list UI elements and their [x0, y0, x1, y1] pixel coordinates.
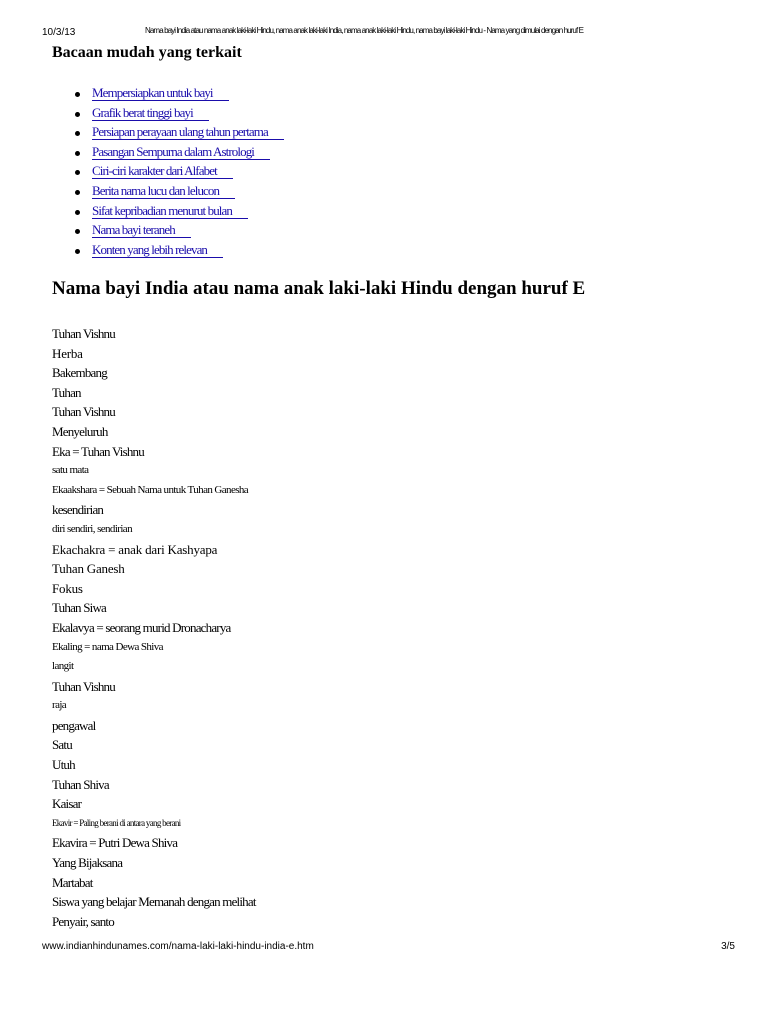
- bullet-icon: [75, 131, 80, 136]
- related-link[interactable]: Mempersiapkan untuk bayi: [92, 85, 229, 101]
- name-meaning: Bakembang: [52, 365, 107, 381]
- section-title: Nama bayi India atau nama anak laki-laki Hindu dengan huruf E: [52, 278, 586, 299]
- bullet-icon: [75, 151, 80, 156]
- name-meaning: kesendirian: [52, 502, 104, 518]
- related-link[interactable]: Pasangan Sempurna dalam Astrologi: [92, 144, 270, 160]
- name-meaning: Siswa yang belajar Memanah dengan melihat: [52, 894, 256, 910]
- name-meaning: raja: [52, 699, 67, 712]
- name-meaning: Tuhan Siwa: [52, 600, 107, 616]
- list-item: [92, 162, 284, 182]
- name-meaning: Yang Bijaksana: [52, 855, 123, 871]
- name-meaning: Tuhan Vishnu: [52, 326, 115, 341]
- list-item: [92, 123, 284, 143]
- name-meaning: pengawal: [52, 717, 96, 733]
- name-meaning: Tuhan Vishnu: [52, 678, 115, 694]
- name-meaning: Herba: [52, 345, 83, 361]
- name-meaning: Fokus: [52, 580, 83, 596]
- name-meaning: Ekavir = Paling berani di antara yang berani: [52, 817, 181, 828]
- name-meaning: Tuhan Shiva: [52, 776, 109, 792]
- related-link[interactable]: Nama bayi teraneh: [92, 222, 191, 238]
- related-links-list: [52, 84, 284, 260]
- name-meaning: Tuhan Ganesh: [52, 561, 125, 577]
- name-meaning: Eka = Tuhan Vishnu: [52, 443, 144, 459]
- list-item: [92, 84, 284, 104]
- name-meaning: Penyair, santo: [52, 913, 114, 929]
- name-meaning: Ekavira = Putri Dewa Shiva: [52, 835, 178, 851]
- bullet-icon: [75, 249, 80, 254]
- names-list: [52, 324, 256, 931]
- bullet-icon: [75, 92, 80, 97]
- list-item: [92, 221, 284, 241]
- related-link[interactable]: Ciri-ciri karakter dari Alfabet: [92, 163, 233, 179]
- name-meaning: Ekachakra = anak dari Kashyapa: [52, 541, 218, 557]
- bullet-icon: [75, 229, 80, 234]
- list-item: [92, 202, 284, 222]
- name-meaning: satu mata: [52, 464, 89, 477]
- related-link[interactable]: Grafik berat tinggi bayi: [92, 105, 209, 121]
- name-meaning: Tuhan: [52, 384, 81, 400]
- name-meaning: Kaisar: [52, 796, 82, 812]
- print-footer-url: www.indianhindunames.com/nama-laki-laki-hindu-india-e.htm: [42, 941, 314, 952]
- name-meaning: Ekalavya = seorang murid Dronacharya: [52, 619, 231, 635]
- name-meaning: Utuh: [52, 757, 75, 773]
- name-meaning: diri sendiri, sendirian: [52, 522, 132, 535]
- related-link[interactable]: Konten yang lebih relevan: [92, 242, 223, 258]
- name-meaning: langit: [52, 660, 74, 673]
- bullet-icon: [75, 190, 80, 195]
- print-header-title: Nama bayi India atau nama anak laki-laki Hindu, nama anak laki-laki India, nama anak laki-laki Hindu, nama bayi laki-laki Hindu - Nama yang dimulai dengan huruf E: [145, 26, 584, 35]
- list-item: [92, 241, 284, 261]
- bullet-icon: [75, 210, 80, 215]
- print-header-date: 10/3/13: [42, 27, 76, 38]
- name-meaning: Ekaakshara = Sebuah Nama untuk Tuhan Ganesha: [52, 483, 249, 496]
- name-meaning: Tuhan Vishnu: [52, 404, 115, 420]
- name-meaning: Satu: [52, 737, 72, 753]
- list-item: [92, 104, 284, 124]
- bullet-icon: [75, 170, 80, 175]
- related-reading-heading: Bacaan mudah yang terkait: [52, 44, 242, 61]
- print-footer-page-number: 3/5: [721, 941, 735, 952]
- list-item: [92, 143, 284, 163]
- name-meaning: Menyeluruh: [52, 423, 108, 439]
- related-link[interactable]: Berita nama lucu dan lelucon: [92, 183, 235, 199]
- related-link[interactable]: Persiapan perayaan ulang tahun pertama: [92, 124, 284, 140]
- name-meaning: Martabat: [52, 874, 93, 890]
- list-item: [92, 182, 284, 202]
- bullet-icon: [75, 112, 80, 117]
- name-meaning: Ekaling = nama Dewa Shiva: [52, 640, 163, 653]
- related-link[interactable]: Sifat kepribadian menurut bulan: [92, 203, 248, 219]
